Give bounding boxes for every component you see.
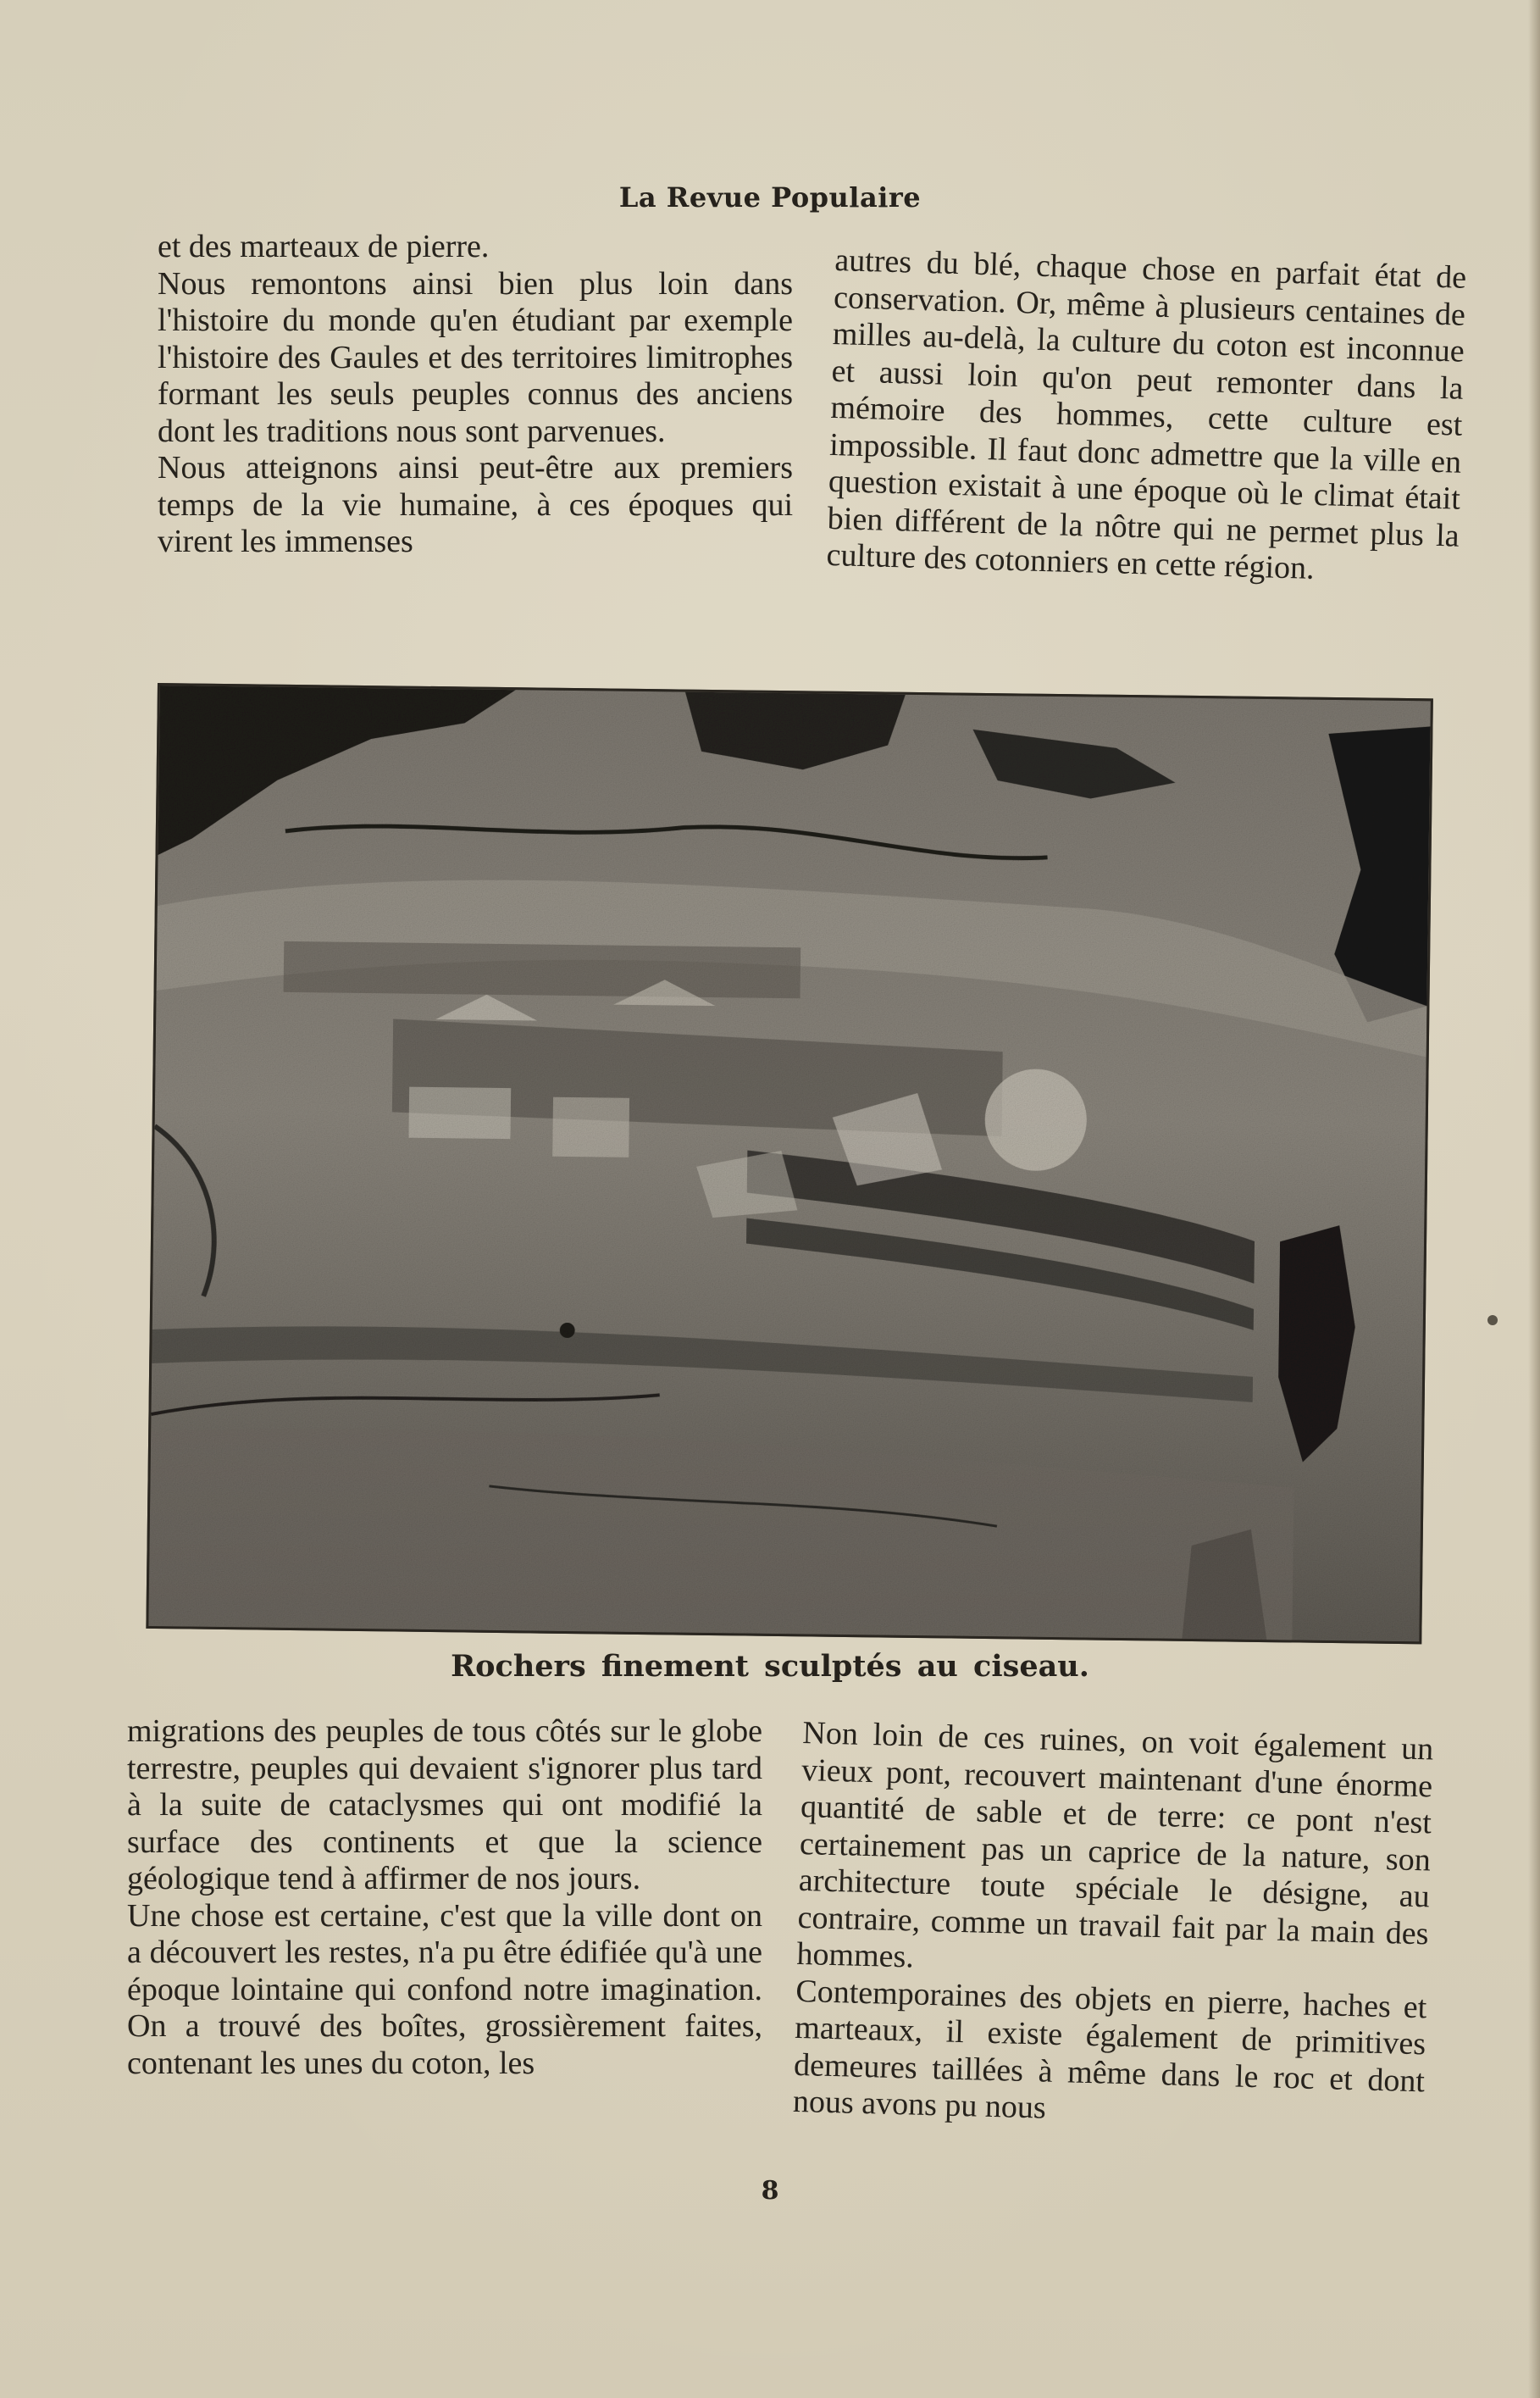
rock-carving-photo: [146, 683, 1433, 1644]
text-column-top-right: autres du blé, chaque chose en parfait état de conservation. Or, même à plusieurs centaines de milles au-delà, la culture du coton est inconnue et aussi loin qu'on peut remonter dans la mémoire des hommes, cette culture est impossible. Il faut donc admettre que la ville en question existait à une époque où le climat était bien différent de la nôtre qui ne permet plus la culture des cotonniers en cette région.: [826, 242, 1467, 586]
rock-photo-illustration: [148, 686, 1430, 1641]
page-edge-shadow: [1528, 0, 1540, 2398]
running-head: La Revue Populaire: [618, 181, 922, 214]
text-column-bottom-left: migrations des peuples de tous côtés sur le globe terrestre, peuples qui devaient s'ignorer plus tard à la suite de cataclysmes qui ont modifié la surface des continents et que la science géologique tend à affirmer de nos jours. Une chose est certaine, c'est que la ville dont on a découvert les restes, n'a pu être édifiée qu'à une époque lointaine qui confond notre imagination. On a trouvé des boîtes, grossièrement faites, contenant les unes du coton, les: [127, 1713, 762, 2081]
page-number: 8: [761, 2176, 779, 2206]
paper-speck: [1487, 1315, 1498, 1325]
text-column-top-left: et des marteaux de pierre. Nous remontons ainsi bien plus loin dans l'histoire du monde qu'en étudiant par exemple l'histoire des Gaules et des territoires limitrophes formant les seuls peuples connus des anciens dont les traditions nous sont parvenues. Nous atteignons ainsi peut-être aux premiers temps de la vie humaine, à ces époques qui virent les immenses: [158, 229, 793, 559]
figure-caption: Rochers finement sculptés au ciseau.: [451, 1649, 1089, 1684]
text-column-bottom-right: Non loin de ces ruines, on voit également un vieux pont, recouvert maintenant d'une énorme quantité de sable et de terre: ce pont n'est certainement pas un caprice de la nature, son architecture toute spéciale le désigne, au contraire, comme un travail fait par la main des hommes. Contemporaines des objets en pierre, haches et marteaux, il existe également de primitives demeures taillées à même dans le roc et dont nous avons pu nous: [792, 1715, 1434, 2126]
